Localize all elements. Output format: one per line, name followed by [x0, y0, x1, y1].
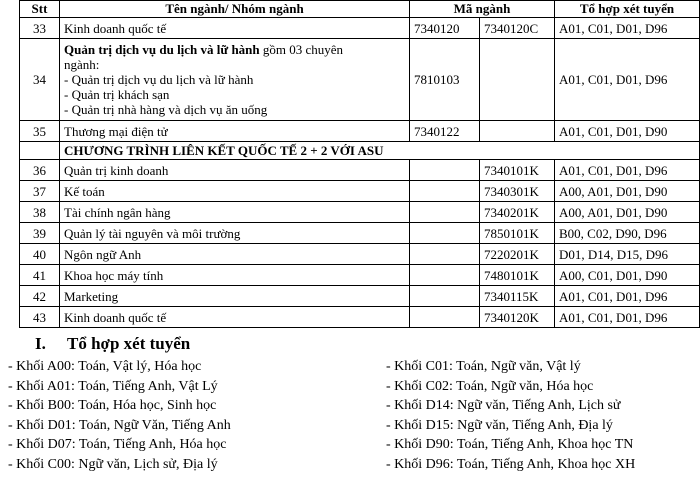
row-stt: 37: [20, 181, 60, 202]
row-code-variant: 7340120K: [480, 307, 555, 328]
row-combo: A00, A01, D01, D90: [555, 202, 700, 223]
table-row: [20, 223, 700, 244]
row-combo: A01, C01, D01, D96: [555, 18, 700, 39]
section-row: [20, 142, 700, 160]
row-code: [410, 160, 480, 181]
row-code: [410, 202, 480, 223]
table-header-row: [20, 1, 700, 18]
section-number: I.: [35, 334, 46, 353]
row-code-variant: [480, 39, 555, 121]
section-title: Tổ hợp xét tuyển: [67, 334, 191, 353]
table-row: [20, 181, 700, 202]
row-name: Kinh doanh quốc tế: [60, 307, 410, 328]
row-stt: 35: [20, 121, 60, 142]
combination-item: - Khối D14: Ngữ văn, Tiếng Anh, Lịch sử: [386, 398, 621, 413]
combination-item: - Khối D15: Ngữ văn, Tiếng Anh, Địa lý: [386, 417, 613, 433]
row-name: Thương mại điện tử: [60, 121, 410, 142]
section-row-blank: [20, 142, 60, 160]
combination-item: - Khối A01: Toán, Tiếng Anh, Vật Lý: [8, 378, 218, 394]
row-code: [410, 265, 480, 286]
row-name: Marketing: [60, 286, 410, 307]
header-combo: Tổ hợp xét tuyển: [555, 1, 700, 18]
row-combo: A00, A01, D01, D90: [555, 181, 700, 202]
row-name-first-line: [64, 42, 405, 57]
row-stt: 33: [20, 18, 60, 39]
row-combo: A01, C01, D01, D96: [555, 307, 700, 328]
row-stt: 34: [20, 39, 60, 121]
row-code: [410, 223, 480, 244]
combination-item: - Khối C02: Toán, Ngữ văn, Hóa học: [386, 378, 594, 394]
row-stt: 42: [20, 286, 60, 307]
combination-item: - Khối B00: Toán, Hóa học, Sinh học: [8, 398, 217, 413]
row-stt: 39: [20, 223, 60, 244]
combination-item: - Khối D07: Toán, Tiếng Anh, Hóa học: [8, 437, 227, 452]
row-stt: 41: [20, 265, 60, 286]
row-code: [410, 307, 480, 328]
combination-item: - Khối D90: Toán, Tiếng Anh, Khoa học TN: [386, 437, 634, 452]
row-code-variant: 7340101K: [480, 160, 555, 181]
row-code: 7810103: [410, 39, 480, 121]
row-combo: A01, C01, D01, D96: [555, 39, 700, 121]
row-name: Kinh doanh quốc tế: [60, 18, 410, 39]
combination-item: - Khối D96: Toán, Tiếng Anh, Khoa học XH: [386, 456, 636, 472]
row-stt: 38: [20, 202, 60, 223]
row-combo: A01, C01, D01, D90: [555, 121, 700, 142]
row-name: Tài chính ngân hàng: [60, 202, 410, 223]
row-code-variant: 7340201K: [480, 202, 555, 223]
table-row: [20, 244, 700, 265]
row-name: Quản lý tài nguyên và môi trường: [60, 223, 410, 244]
row-name: Quản trị kinh doanh: [60, 160, 410, 181]
row-stt: 36: [20, 160, 60, 181]
row-name-bold: Quản trị dịch vụ du lịch và lữ hành: [64, 42, 260, 57]
row-code-variant: 7340115K: [480, 286, 555, 307]
header-name: Tên ngành/ Nhóm ngành: [60, 1, 410, 18]
table-row: [20, 265, 700, 286]
combination-item: - Khối C01: Toán, Ngữ văn, Vật lý: [386, 359, 581, 374]
table-row: [20, 307, 700, 328]
row-code-variant: 7850101K: [480, 223, 555, 244]
row-combo: D01, D14, D15, D96: [555, 244, 700, 265]
combination-item: - Khối D01: Toán, Ngữ Văn, Tiếng Anh: [8, 417, 231, 433]
row-code-variant: 7340301K: [480, 181, 555, 202]
table-row: [20, 18, 700, 39]
program-section-title: CHƯƠNG TRÌNH LIÊN KẾT QUỐC TẾ 2 + 2 VỚI ASU: [60, 142, 700, 160]
row-name-rest: gồm 03 chuyên: [259, 42, 344, 57]
row-combo: A01, C01, D01, D96: [555, 286, 700, 307]
row-combo: B00, C02, D90, D96: [555, 223, 700, 244]
combination-list-right: [386, 357, 635, 474]
table-row: [20, 202, 700, 223]
combination-item: - Khối A00: Toán, Vật lý, Hóa học: [8, 359, 202, 374]
row-code: 7340122: [410, 121, 480, 142]
row-name: Kế toán: [60, 181, 410, 202]
row-stt: 43: [20, 307, 60, 328]
row-combo: A01, C01, D01, D96: [555, 160, 700, 181]
row-name-line: - Quản trị nhà hàng và dịch vụ ăn uống: [64, 102, 268, 117]
row-combo: A00, C01, D01, D90: [555, 265, 700, 286]
table-row: [20, 160, 700, 181]
row-name: Khoa học máy tính: [60, 265, 410, 286]
row-code: 7340120: [410, 18, 480, 39]
header-code: Mã ngành: [410, 1, 555, 18]
row-name-line: ngành:: [64, 57, 100, 72]
row-code: [410, 181, 480, 202]
row-name: [60, 39, 410, 121]
row-code-variant: 7340120C: [480, 18, 555, 39]
row-name-line: - Quản trị dịch vụ du lịch và lữ hành: [64, 72, 254, 87]
row-name: Ngôn ngữ Anh: [60, 244, 410, 265]
header-stt: Stt: [20, 1, 60, 18]
combination-item: - Khối C00: Ngữ văn, Lịch sử, Địa lý: [8, 456, 218, 472]
table-row: [20, 39, 700, 121]
row-code: [410, 244, 480, 265]
combination-list-left: [8, 357, 231, 474]
row-name-line: - Quản trị khách sạn: [64, 87, 170, 102]
row-code-variant: 7220201K: [480, 244, 555, 265]
table-row: [20, 121, 700, 142]
row-stt: 40: [20, 244, 60, 265]
section-heading: [35, 334, 190, 354]
majors-table: [19, 0, 700, 328]
row-code: [410, 286, 480, 307]
row-code-variant: 7480101K: [480, 265, 555, 286]
row-code-variant: [480, 121, 555, 142]
table-row: [20, 286, 700, 307]
